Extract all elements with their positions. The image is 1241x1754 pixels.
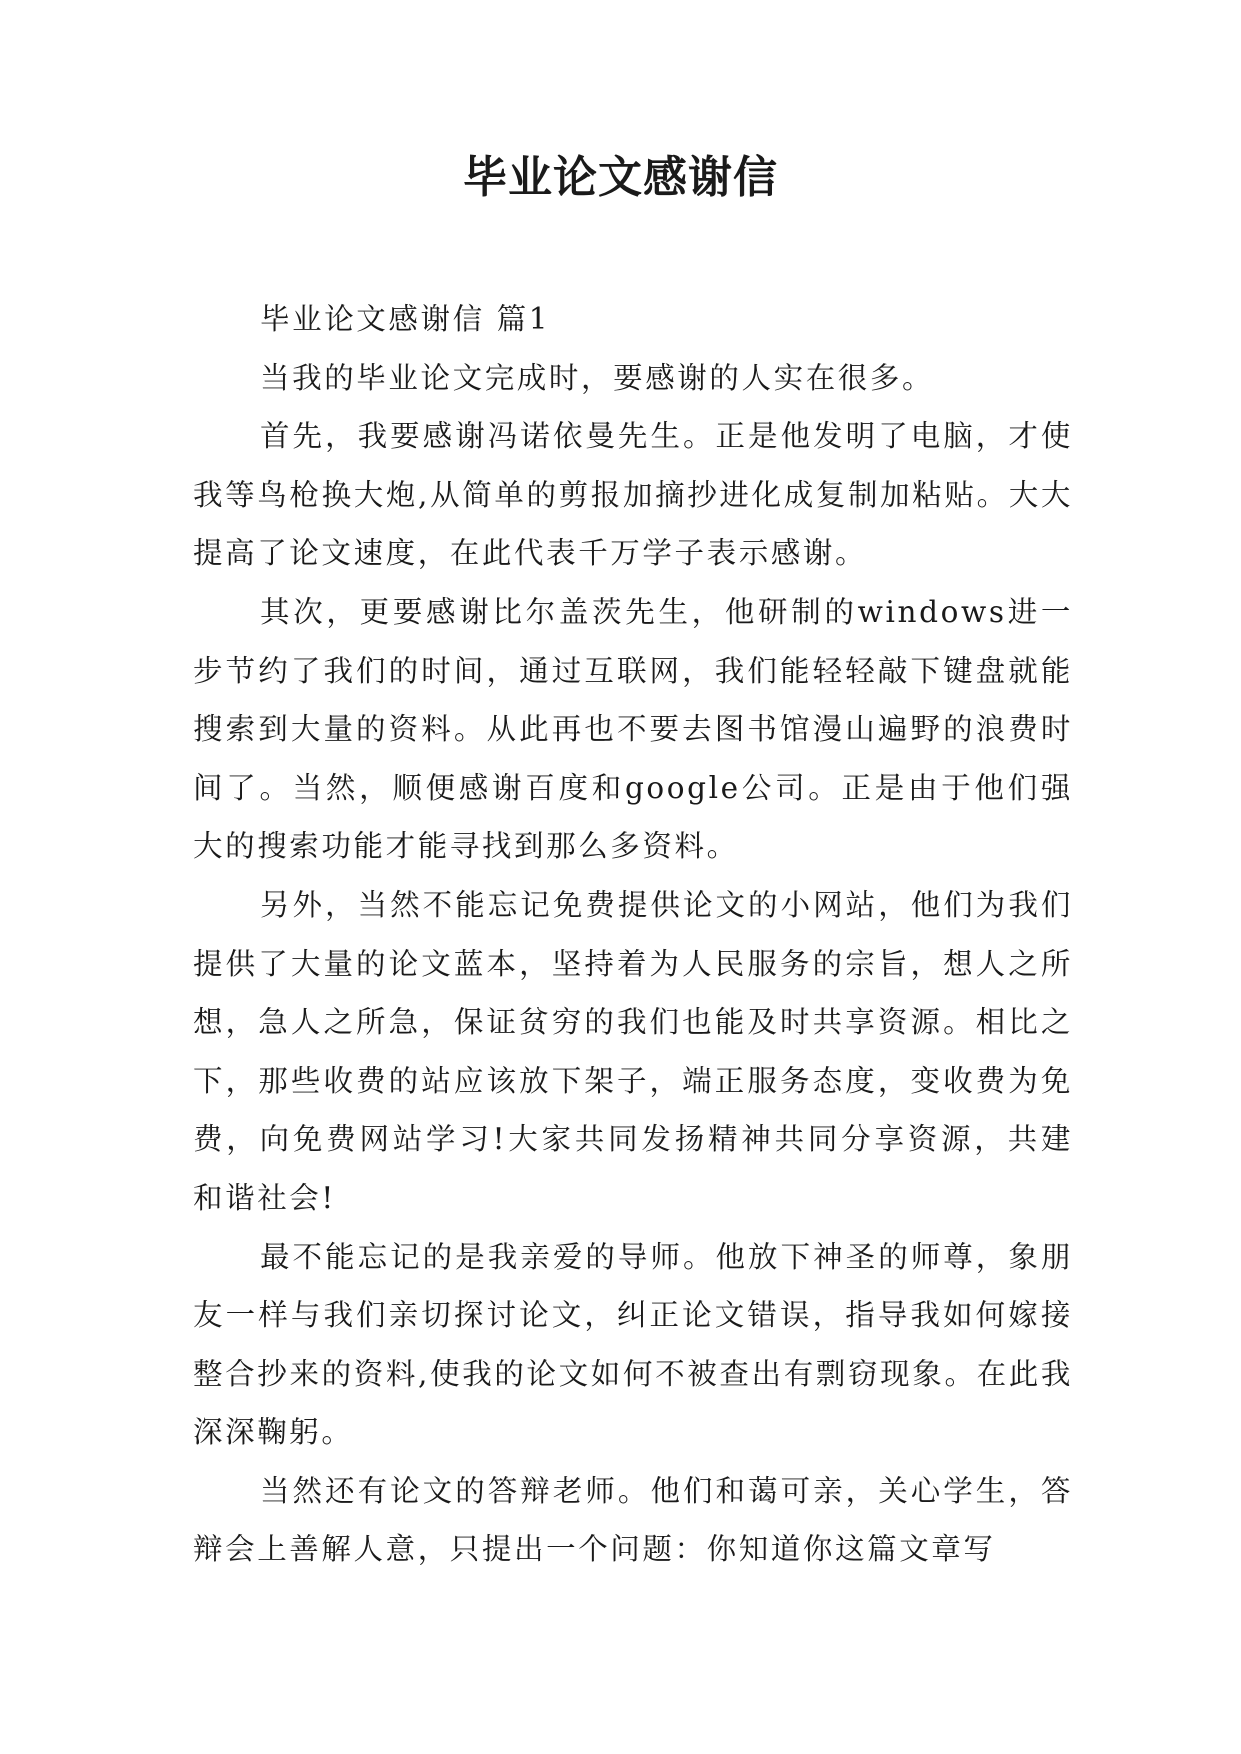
paragraph-bill-gates: 其次，更要感谢比尔盖茨先生，他研制的windows进一步节约了我们的时间，通过互联网，我们能轻轻敲下键盘就能搜索到大量的资料。从此再也不要去图书馆漫山遍野的浪费时间了。当然，顺便感谢百度和google公司。正是由于他们强大的搜索功能才能寻找到那么多资料。 [193,594,1073,864]
paragraph-advisor: 最不能忘记的是我亲爱的导师。他放下神圣的师尊，象朋友一样与我们亲切探讨论文，纠正论文错误，指导我如何嫁接整合抄来的资料,使我的论文如何不被查出有剽窃现象。在此我深深鞠躬。 [193,1239,1073,1450]
document-title: 毕业论文感谢信 [463,152,778,203]
paragraph-defense-teachers: 当然还有论文的答辩老师。他们和蔼可亲，关心学生，答辩会上善解人意，只提出一个问题：你知道你这篇文章写 [193,1473,1073,1567]
document-body [193,290,1073,1579]
paragraph-free-websites: 另外，当然不能忘记免费提供论文的小网站，他们为我们提供了大量的论文蓝本，坚持着为人民服务的宗旨，想人之所想，急人之所急，保证贫穷的我们也能及时共享资源。相比之下，那些收费的站应该放下架子，端正服务态度，变收费为免费，向免费网站学习!大家共同发扬精神共同分享资源，共建和谐社会! [193,887,1073,1215]
paragraph-von-neumann: 首先，我要感谢冯诺依曼先生。正是他发明了电脑，才使我等鸟枪换大炮,从简单的剪报加摘抄进化成复制加粘贴。大大提高了论文速度，在此代表千万学子表示感谢。 [193,419,1073,571]
paragraph-intro: 当我的毕业论文完成时，要感谢的人实在很多。 [260,360,935,395]
section-heading: 毕业论文感谢信 篇1 [260,302,551,336]
